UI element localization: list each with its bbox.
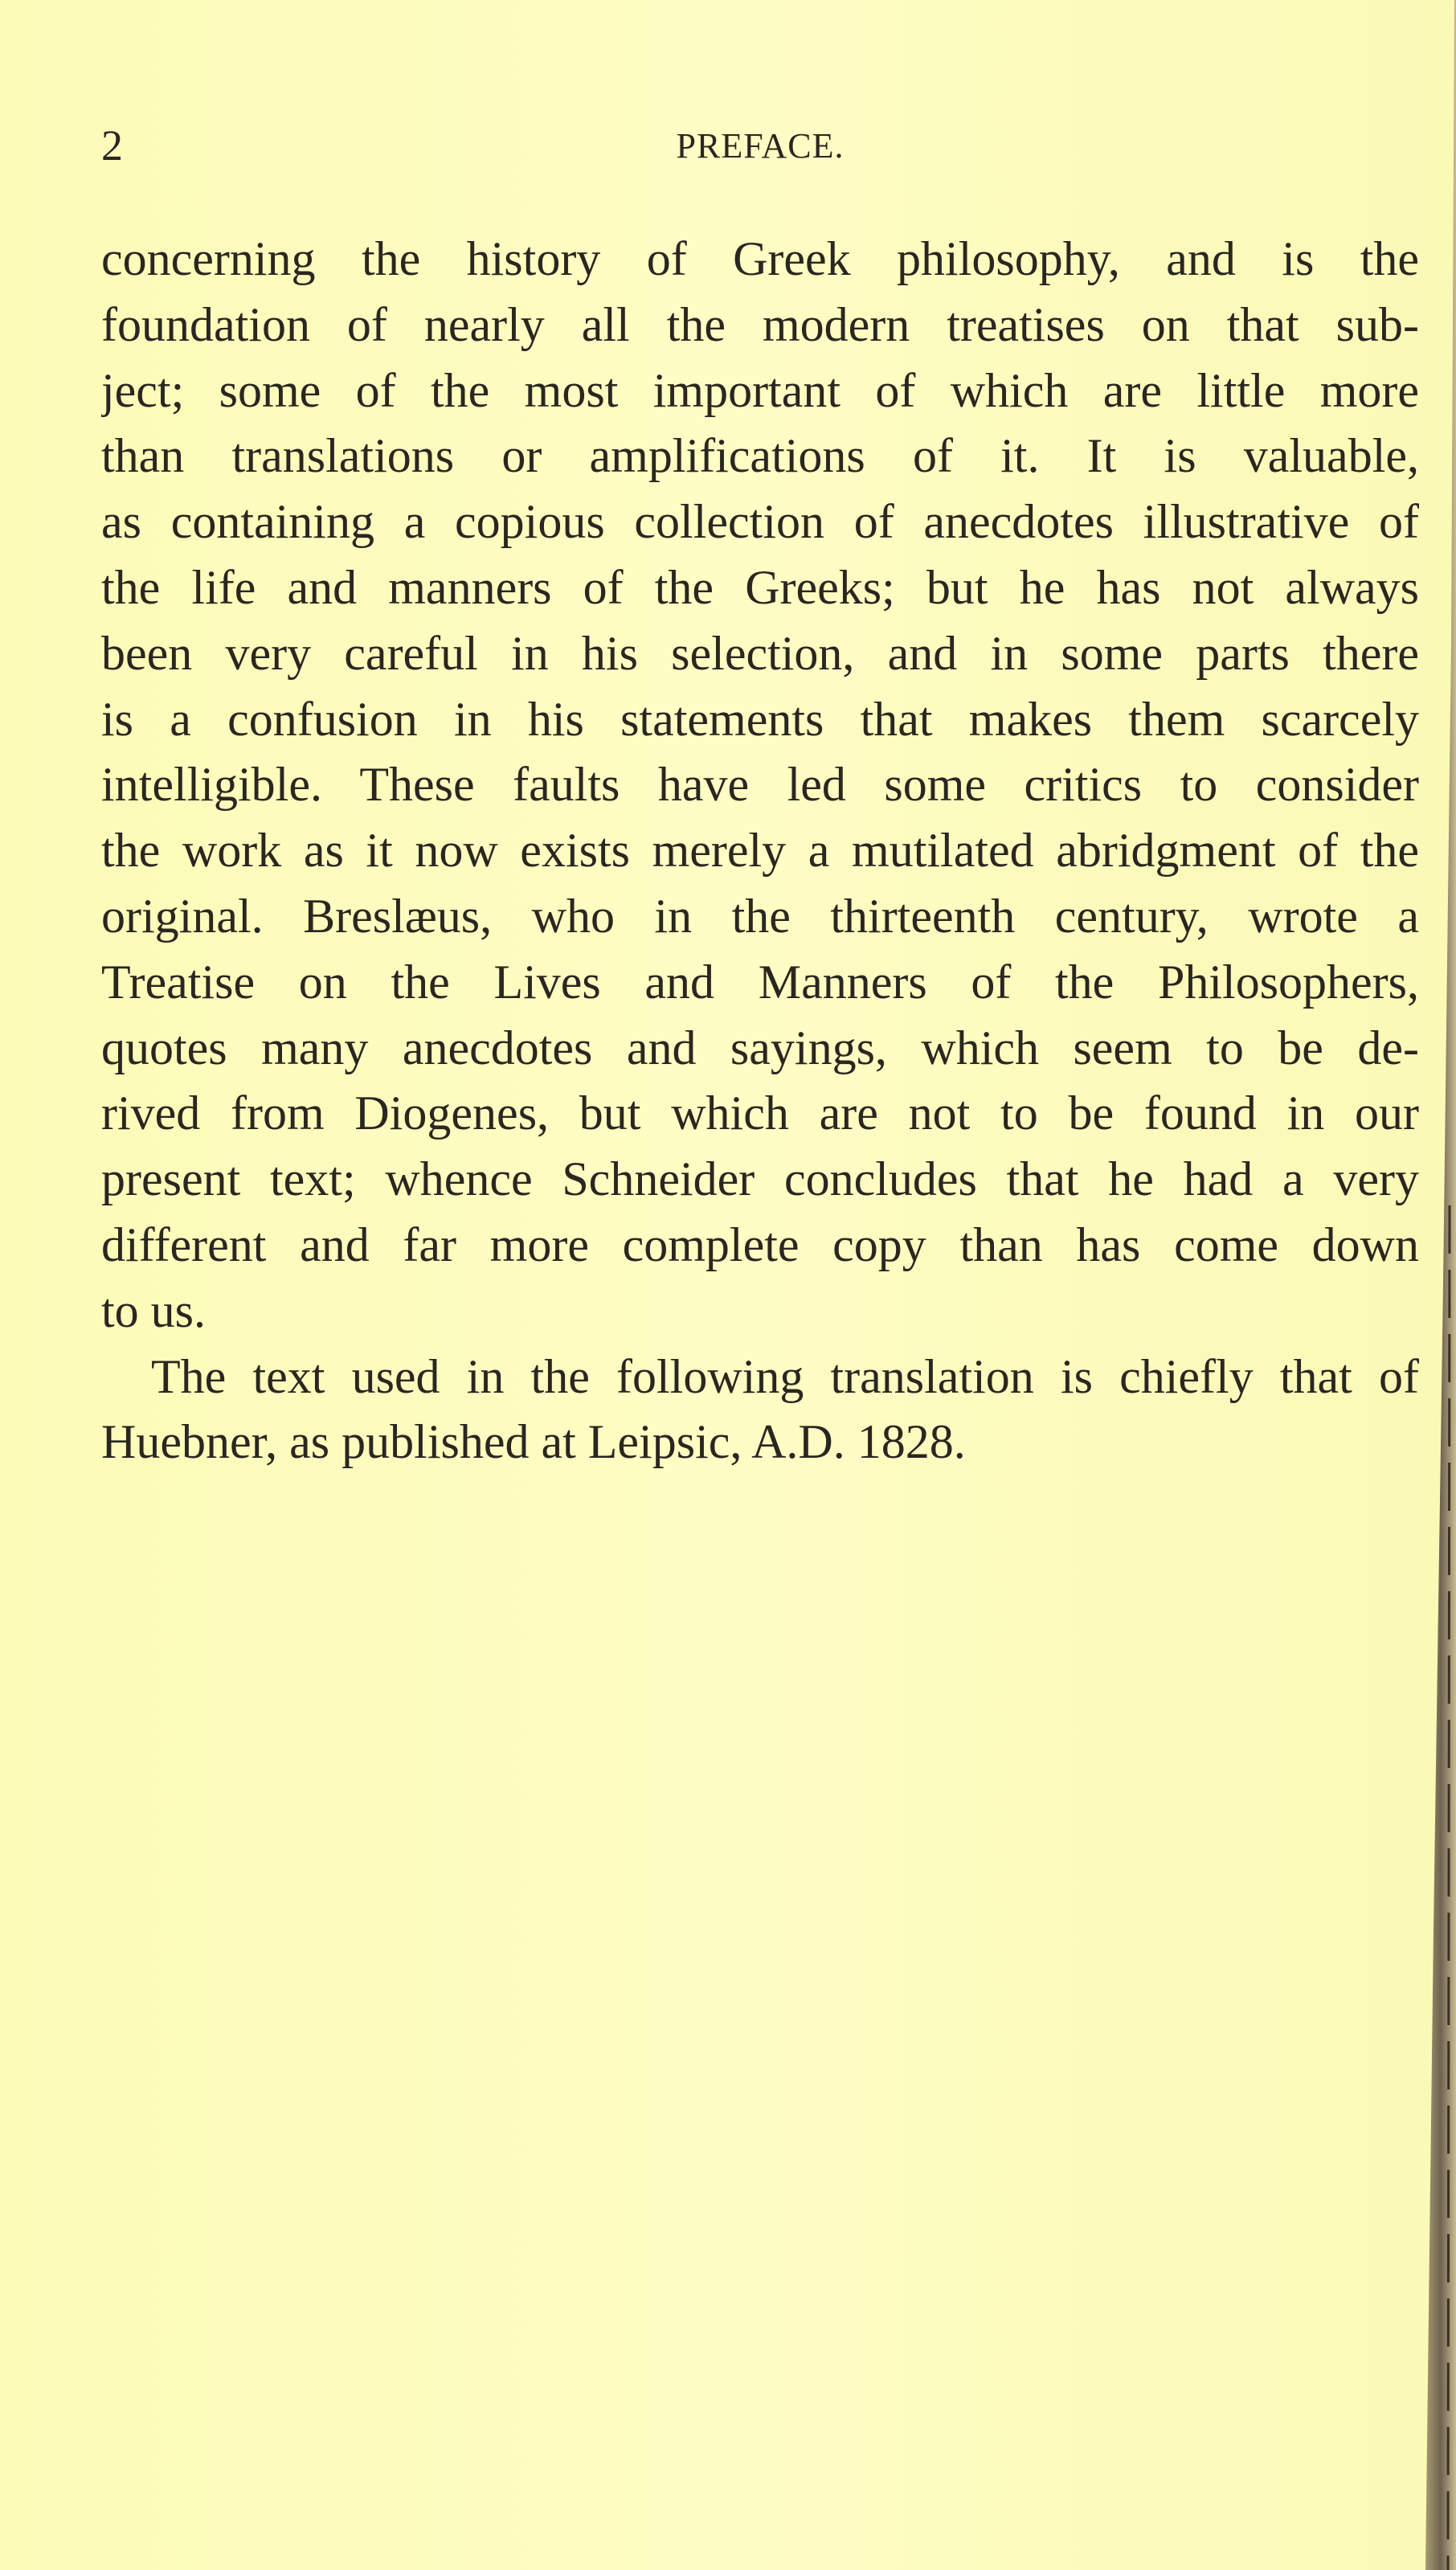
text-line: the work as it now exists merely a mutilated abridgment of the: [101, 824, 1419, 878]
text-line: is a confusion in his statements that makes them scarcely: [101, 692, 1419, 746]
text-line: present text; whence Schneider concludes that he had a very: [101, 1152, 1419, 1206]
text-line: rived from Diogenes, but which are not to be found in our: [101, 1087, 1419, 1140]
text-line: than translations or amplifications of it. It is valuable,: [101, 429, 1419, 483]
text-line: to us.: [101, 1283, 207, 1337]
book-binding-edge: [1392, 0, 1456, 2570]
paragraph: [101, 227, 1419, 1344]
text-line: intelligible. These faults have led some critics to consider: [101, 758, 1419, 812]
paragraph: [101, 1344, 1419, 1476]
page-number: 2: [101, 121, 123, 170]
text-line: as containing a copious collection of anecdotes illustrative of: [101, 495, 1419, 549]
text-line: original. Breslæus, who in the thirteenth century, wrote a: [101, 889, 1419, 943]
text-line: quotes many anecdotes and sayings, which seem to be de-: [101, 1021, 1419, 1074]
text-line: the life and manners of the Greeks; but he has not always: [101, 560, 1419, 614]
text-line: been very careful in his selection, and in some parts there: [101, 626, 1419, 680]
text-line: concerning the history of Greek philosophy, and is the: [101, 232, 1419, 285]
text-line: Treatise on the Lives and Manners of the Philosophers,: [101, 955, 1419, 1009]
text-line: The text used in the following translation is chiefly that of: [151, 1349, 1419, 1403]
body-text: [101, 227, 1419, 1475]
text-line: Huebner, as published at Leipsic, A.D. 1828.: [101, 1415, 966, 1469]
text-line: ject; some of the most important of which are little more: [101, 363, 1419, 417]
page-header: [101, 121, 1419, 177]
text-line: different and far more complete copy than has come down: [101, 1217, 1419, 1271]
running-title: PREFACE.: [676, 126, 845, 166]
text-line: foundation of nearly all the modern treatises on that sub-: [101, 297, 1419, 351]
